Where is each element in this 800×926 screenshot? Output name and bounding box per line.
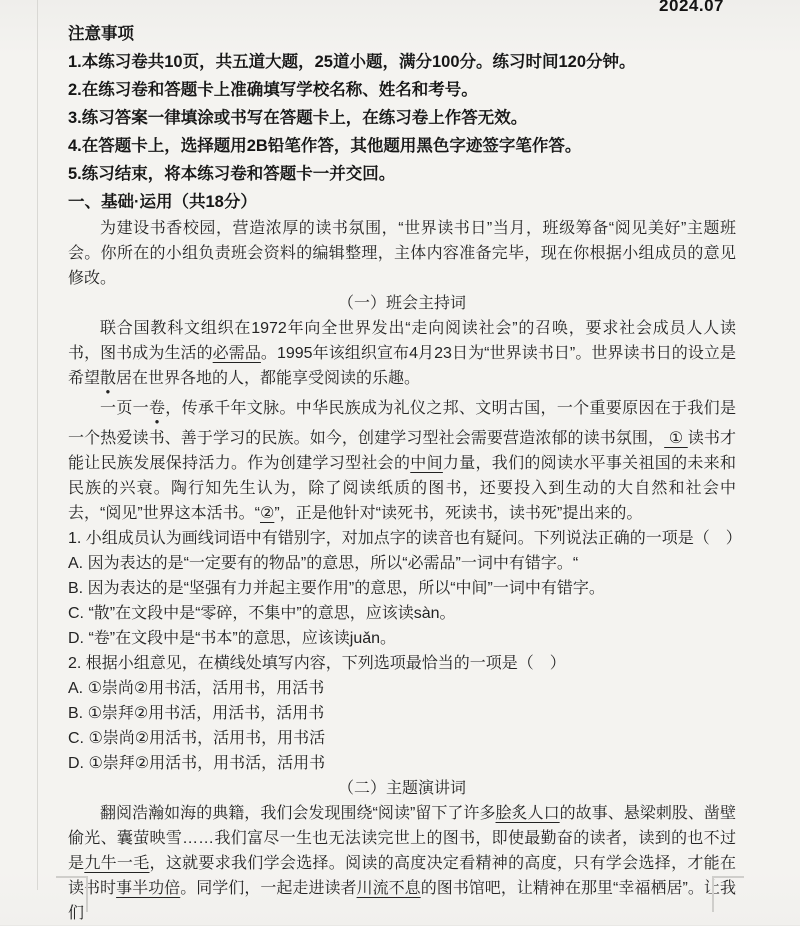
notice-item-2: 2.在练习卷和答题卡上准确填写学校名称、姓名和考号。 <box>68 81 478 99</box>
question-2-option-d: D. ①崇拜②用活书，用书活，活用书 <box>68 755 326 772</box>
notice-item-5: 5.练习结束，将本练习卷和答题卡一并交回。 <box>68 165 396 183</box>
section-one-body <box>68 216 742 926</box>
question-1-option-c: C. “散”在文段中是“零碎，不集中”的意思，应该读sàn。 <box>68 605 456 622</box>
notice-item-4: 4.在答题卡上，选择题用2B铅笔作答，其他题用黑色字迹签字笔作答。 <box>68 137 582 155</box>
notice-item-1: 1.本练习卷共10页，共五道大题，25道小题，满分100分。练习时间120分钟。 <box>68 53 636 71</box>
speech-paragraph-1: 翻阅浩瀚如海的典籍，我们会发现围绕“阅读”留下了许多脍炙人口的故事、悬梁刺股、凿壁偷光、囊萤映雪……我们富尽一生也无法读完世上的图书，即使最勤奋的读者，读到的也不过是九牛一毛，这就要求我们学会选择。阅读的高度决定看精神的高度，只有学会选择，才能在读书时事半功倍。同学们，一起走进读者川流不息的图书馆吧，让精神在那里“幸福栖居”。让我们 <box>68 805 736 922</box>
question-2-option-c: C. ①崇尚②用活书，活用书，用书活 <box>68 730 326 747</box>
crop-mark-bottom-left <box>56 876 88 912</box>
notice-item-3: 3.练习答案一律填涂或书写在答题卡上，在练习卷上作答无效。 <box>68 109 528 127</box>
page-edge-line <box>37 0 38 890</box>
subsection-heading-1: （一）班会主持词 <box>337 295 466 312</box>
question-1-option-b: B. 因为表达的是“坚强有力并起主要作用”的意思，所以“中间”一词中有错字。 <box>68 580 605 597</box>
crop-mark-bottom-right <box>712 876 744 912</box>
question-1-option-d: D. “卷”在文段中是“书本”的意思，应该读juǎn。 <box>68 630 397 647</box>
notice-title: 注意事项 <box>68 25 134 43</box>
host-speech-paragraph-2: 一页一卷，传承千年文脉。中华民族成为礼仪之邦、文明古国，一个重要原因在于我们是一个热爱读书、善于学习的民族。如今，创建学习型社会需要营造浓郁的读书氛围， ① 读书才能让民族发展保持活力。作为创建学习型社会的中间力量，我们的阅读水平事关祖国的未来和民族的兴衰。陶行知先生认为，除了阅读纸质的图书，还要投入到生动的大自然和社会中去，“阅见”世界这本活书。“②”，正是他针对“读死书，死读书，读书死”提出来的。 <box>68 400 736 522</box>
question-1: 1. 小组成员认为画线词语中有错别字，对加点字的读音也有疑问。下列说法正确的一项是（ ） <box>68 530 742 547</box>
page-content <box>68 20 742 926</box>
question-2-option-a: A. ①崇尚②用书活，活用书，用活书 <box>68 680 325 697</box>
exam-date: 2024.07 <box>659 0 724 15</box>
question-1-option-a: A. 因为表达的是“一定要有的物品”的意思，所以“必需品”一词中有错字。“ <box>68 555 579 572</box>
question-2: 2. 根据小组意见，在横线处填写内容，下列选项最恰当的一项是（ ） <box>68 655 566 672</box>
question-2-option-b: B. ①崇拜②用书活，用活书，活用书 <box>68 705 325 722</box>
section-one-heading: 一、基础·运用（共18分） <box>68 193 257 211</box>
host-speech-paragraph-1: 联合国教科文组织在1972年向全世界发出“走向阅读社会”的召唤，要求社会成员人人读书，图书成为生活的必需品。1995年该组织宣布4月23日为“世界读书日”。世界读书日的设立是希望散居在世界各地的人，都能享受阅读的乐趣。 <box>68 320 736 387</box>
intro-paragraph: 为建设书香校园，营造浓厚的读书氛围，“世界读书日”当月，班级筹备“阅见美好”主题班会。你所在的小组负责班会资料的编辑整理，主体内容准备完毕，现在你根据小组成员的意见修改。 <box>68 220 736 287</box>
subsection-heading-2: （二）主题演讲词 <box>337 780 466 797</box>
